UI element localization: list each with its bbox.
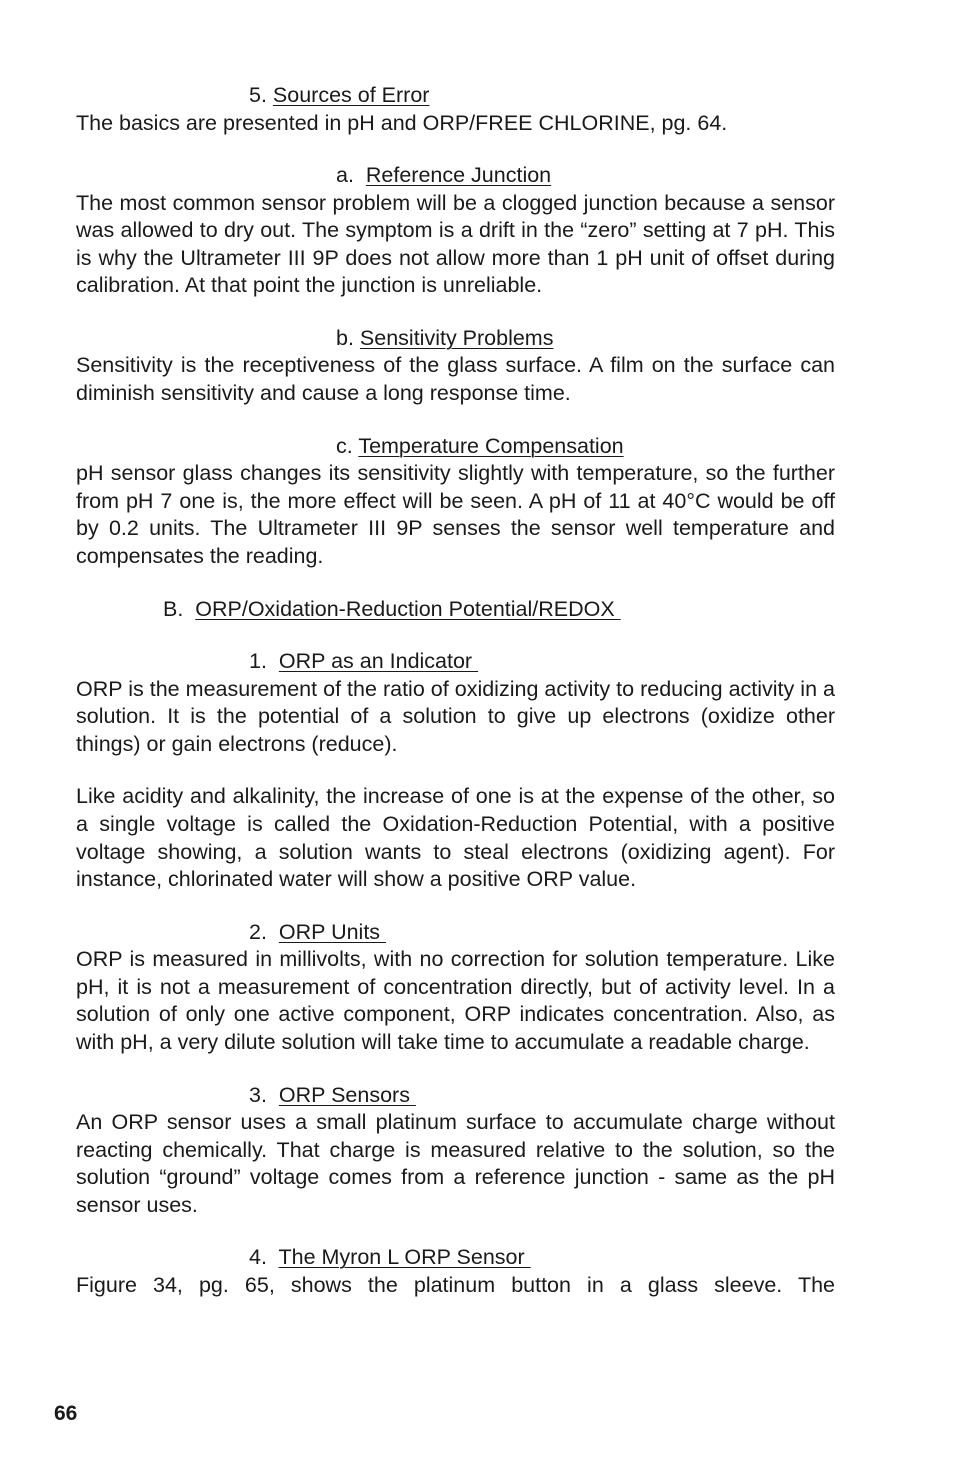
heading-temperature-compensation (76, 433, 835, 461)
heading-number: c. (336, 433, 359, 458)
paragraph-sources-of-error: The basics are presented in pH and ORP/FREE CHLORINE, pg. 64. (76, 110, 728, 135)
heading-title: ORP Units (278, 919, 387, 944)
heading-title: ORP as an Indicator (278, 649, 479, 674)
heading-myron-orp-sensor (76, 1244, 835, 1272)
paragraph-orp-units: ORP is measured in millivolts, with no correction for solution temperature. Like pH, it is not a measurement of concentration directly, but of activity level. In a solution of only one active component, ORP indicates concentration. Also, as with pH, a very dilute solution will take time to accumulate a readable charge. (76, 947, 835, 1054)
heading-number: 5. (249, 83, 273, 107)
paragraph-reference-junction: The most common sensor problem will be a clogged junction because a sensor was allowed to dry out. The symptom is a drift in the “zero” setting at 7 pH. This is why the Ultrameter III 9P does not allow more than 1 pH unit of offset during calibration. At that point the junction is unreliable. (76, 190, 835, 298)
heading-sensitivity-problems (76, 325, 835, 353)
heading-title: Sources of Error (272, 83, 430, 107)
heading-title: ORP Sensors (278, 1082, 416, 1107)
paragraph-sensitivity-problems: Sensitivity is the receptiveness of the glass surface. A film on the surface can diminish sensitivity and cause a long response time. (76, 353, 835, 406)
heading-number: 1. (249, 649, 279, 674)
heading-number: 4. (249, 1245, 279, 1270)
heading-number: 2. (249, 919, 279, 944)
heading-orp-main (76, 596, 835, 624)
paragraph-orp-indicator-2: Like acidity and alkalinity, the increase of one is at the expense of the other, so a single voltage is called the Oxidation-Reduction Potential, with a positive voltage showing, a solution wants to steal electrons (oxidizing agent). For instance, chlorinated water will show a positive ORP value. (76, 784, 835, 892)
paragraph-temperature-compensation: pH sensor glass changes its sensitivity slightly with temperature, so the further from pH 7 one is, the more effect will be seen. A pH of 11 at 40°C would be off by 0.2 units. The Ultrameter III 9P senses the sensor well temperature and compensates the reading. (76, 461, 835, 568)
heading-number: B. (163, 596, 196, 621)
heading-title: Temperature Compensation (358, 433, 624, 458)
document-page (76, 82, 835, 1300)
paragraph-orp-sensors: An ORP sensor uses a small platinum surface to accumulate charge without reacting chemically. That charge is measured relative to the solution, so the solution “ground” voltage comes from a reference junction - same as the pH sensor uses. (76, 1110, 835, 1217)
page-number: 66 (54, 1402, 78, 1425)
heading-title: Sensitivity Problems (359, 325, 554, 350)
heading-number: b. (336, 325, 360, 350)
heading-title: The Myron L ORP Sensor (278, 1245, 531, 1270)
heading-title: ORP/Oxidation-Reduction Potential/REDOX (195, 596, 621, 621)
heading-reference-junction (76, 162, 835, 190)
heading-orp-units (76, 919, 835, 947)
heading-number: a. (336, 163, 366, 188)
heading-sources-of-error (76, 82, 835, 110)
heading-orp-indicator (76, 648, 835, 676)
heading-orp-sensors (76, 1082, 835, 1110)
heading-title: Reference Junction (365, 163, 552, 188)
paragraph-myron-orp-sensor: Figure 34, pg. 65, shows the platinum button in a glass sleeve. The (76, 1272, 835, 1297)
heading-number: 3. (249, 1082, 279, 1107)
paragraph-orp-indicator: ORP is the measurement of the ratio of oxidizing activity to reducing activity in a solution. It is the potential of a solution to give up electrons (oxidize other things) or gain electrons (reduce). (76, 676, 835, 756)
